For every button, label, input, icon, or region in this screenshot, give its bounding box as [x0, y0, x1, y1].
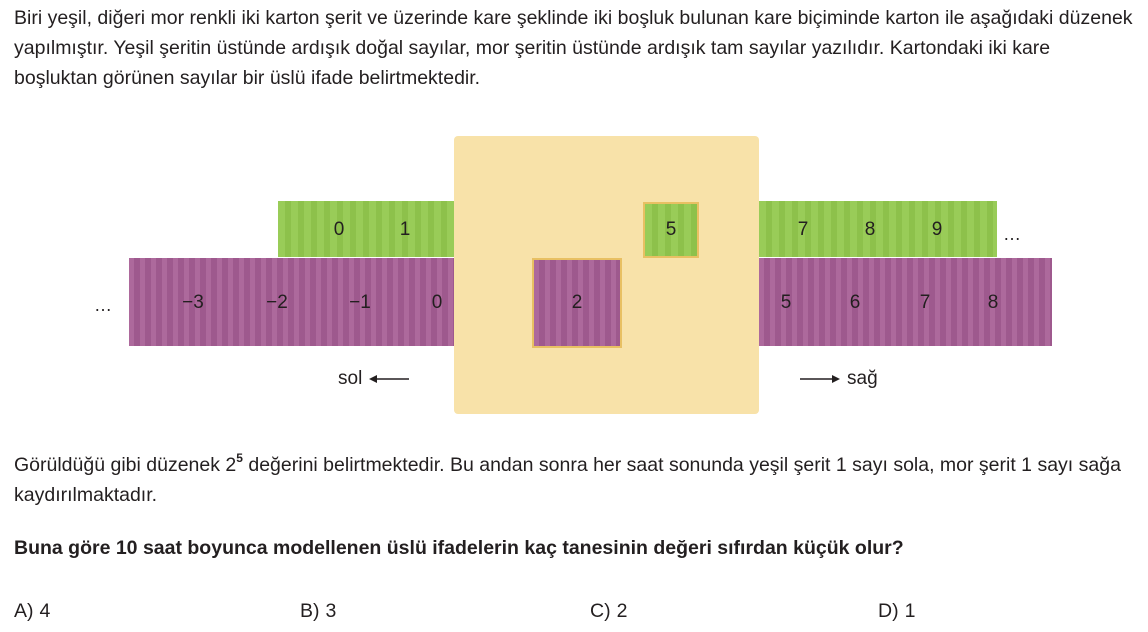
right-arrow-icon	[799, 373, 841, 385]
green-number: 8	[864, 219, 876, 240]
option-value: 3	[325, 600, 337, 622]
option-letter: C)	[590, 600, 611, 622]
option-d[interactable]	[878, 600, 915, 623]
right-direction	[799, 368, 878, 390]
purple-number: 0	[431, 292, 443, 313]
left-arrow-icon	[368, 373, 410, 385]
question-text: Buna göre 10 saat boyunca modellenen üslü ifadelerin kaç tanesinin değeri sıfırdan küçük olur?	[14, 537, 904, 559]
problem-intro: Biri yeşil, diğeri mor renkli iki karton şerit ve üzerinde kare şeklinde iki boşluk bulunan kare biçiminde karton ile aşağıdaki düzenek yapılmıştır. Yeşil şeritin üstünde ardışık doğal sayılar, mor şeritin üstünde ardışık tam sayılar yazılıdır. Kartondaki iki kare boşluktan görünen sayılar bir üslü ifade belirtmektedir.	[14, 7, 1133, 89]
left-direction	[338, 368, 410, 390]
purple-number: −3	[182, 292, 204, 313]
purple-ellipsis: …	[94, 295, 114, 315]
option-letter: B)	[300, 600, 320, 622]
green-strip-left	[278, 201, 456, 257]
option-value: 2	[616, 600, 628, 622]
green-number: 7	[797, 219, 809, 240]
purple-window-number: 2	[571, 292, 583, 313]
answer-options	[0, 600, 1148, 628]
power-exponent: 5	[236, 450, 243, 465]
power-base: 2	[225, 454, 237, 476]
green-strip-right	[759, 201, 997, 257]
purple-number: 8	[987, 292, 999, 313]
option-value: 4	[39, 600, 51, 622]
left-label: sol	[338, 368, 363, 389]
purple-number: −2	[266, 292, 288, 313]
purple-number: 6	[849, 292, 861, 313]
observation-rest: değerini belirtmektedir. Bu andan sonra her saat sonunda yeşil şerit 1 sayı sola, mor şerit 1 sayı sağa kaydırılmaktadır.	[14, 454, 1121, 506]
observation-text	[14, 450, 1138, 510]
green-ellipsis: …	[1003, 224, 1023, 244]
option-c[interactable]	[590, 600, 627, 623]
option-value: 1	[904, 600, 916, 622]
option-a[interactable]	[14, 600, 50, 623]
purple-number: 7	[919, 292, 931, 313]
green-number: 1	[399, 219, 411, 240]
purple-strip-left	[129, 258, 456, 346]
option-b[interactable]	[300, 600, 336, 623]
purple-number: −1	[349, 292, 371, 313]
purple-strip-right	[759, 258, 1052, 346]
green-window-number: 5	[665, 219, 677, 240]
green-number: 9	[931, 219, 943, 240]
right-label: sağ	[847, 368, 878, 389]
option-letter: A)	[14, 600, 34, 622]
option-letter: D)	[878, 600, 899, 622]
green-number: 0	[333, 219, 345, 240]
observation-start: Görüldüğü gibi düzenek	[14, 454, 226, 476]
purple-number: 5	[780, 292, 792, 313]
